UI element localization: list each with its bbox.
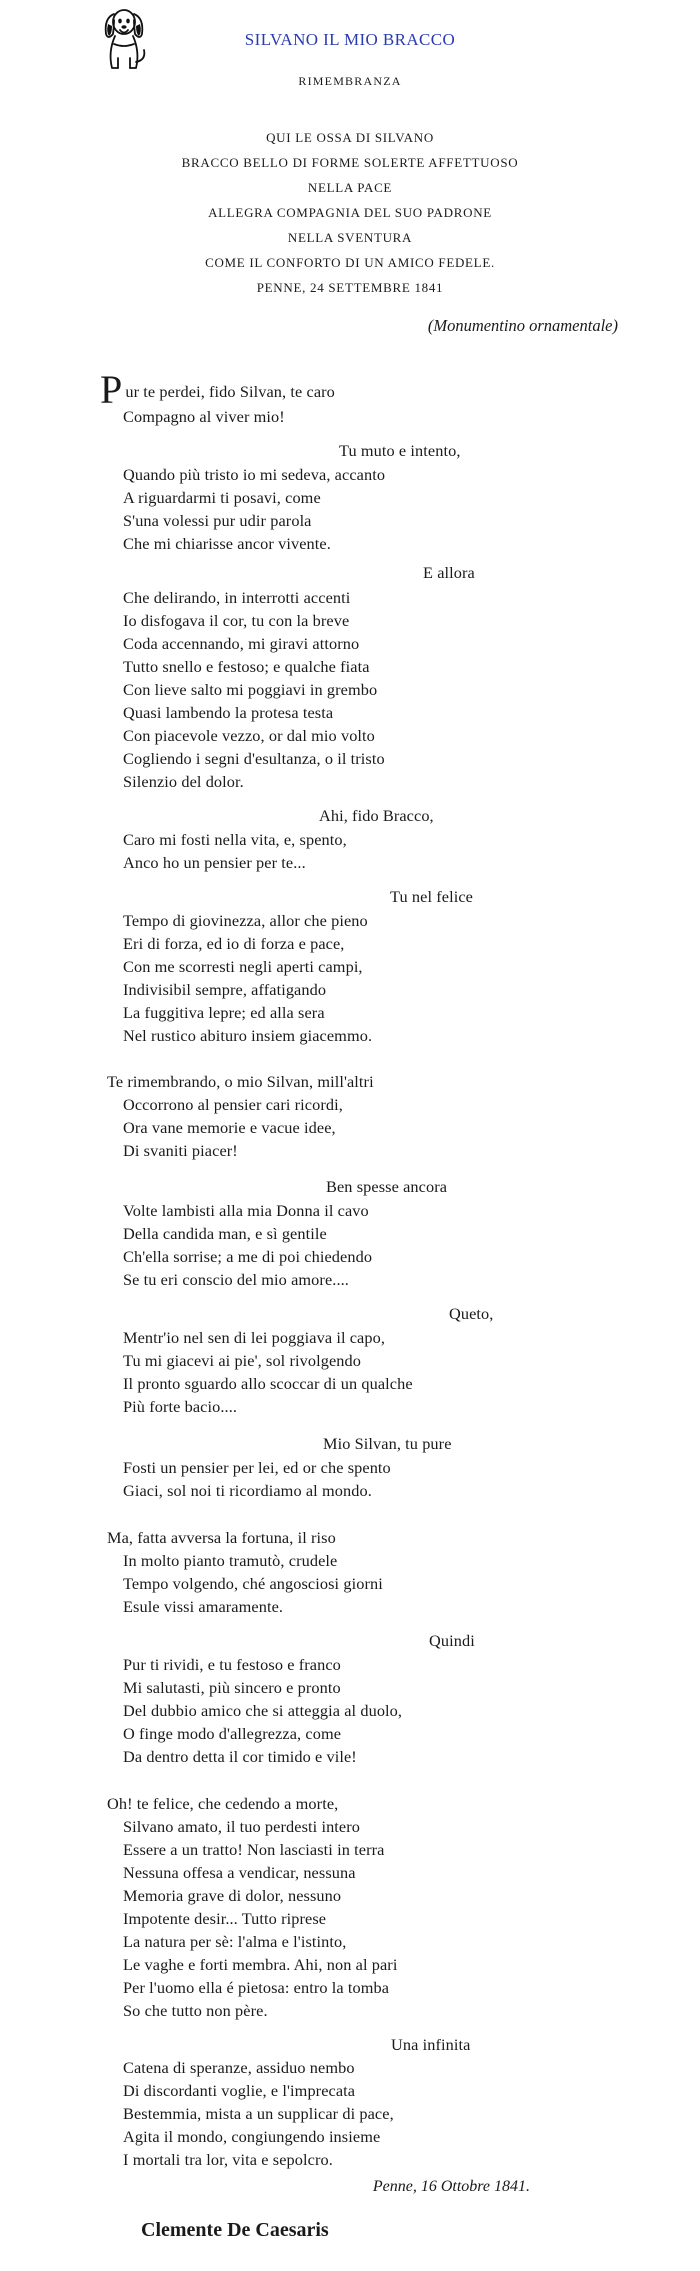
poem-line: Tempo di giovinezza, allor che pieno xyxy=(123,911,368,930)
poem-line: Il pronto sguardo allo scoccar di un qualche xyxy=(123,1374,413,1393)
poem-line: Silvano amato, il tuo perdesti intero xyxy=(123,1817,361,1836)
poem-line: Eri di forza, ed io di forza e pace, xyxy=(123,934,345,953)
poem-line: Con piacevole vezzo, or dal mio volto xyxy=(123,726,375,745)
poem-line: Nel rustico abituro insiem giacemmo. xyxy=(123,1026,373,1045)
poem-line: I mortali tra lor, vita e sepolcro. xyxy=(123,2150,333,2169)
poem-line: Ahi, fido Bracco, xyxy=(319,806,434,825)
poem-line: Tutto snello e festoso; e qualche fiata xyxy=(123,657,370,676)
poem-line-text: ur te perdei, fido Silvan, te caro xyxy=(125,382,335,401)
poem-line: Più forte bacio.... xyxy=(123,1397,238,1416)
poem-line: In molto pianto tramutò, crudele xyxy=(123,1551,338,1570)
poem-line: Le vaghe e forti membra. Ahi, non al pari xyxy=(123,1955,398,1974)
poem-line: Quindi xyxy=(429,1631,475,1650)
poem-line: Ora vane memorie e vacue idee, xyxy=(123,1118,336,1137)
poem-line: La natura per sè: l'alma e l'istinto, xyxy=(123,1932,347,1951)
poem-line: Quasi lambendo la protesa testa xyxy=(123,703,334,722)
page-subtitle: RIMEMBRANZA xyxy=(298,74,402,88)
poem-line: Silenzio del dolor. xyxy=(123,772,244,791)
poem-line: A riguardarmi ti posavi, come xyxy=(123,488,321,507)
poem-line: Tu muto e intento, xyxy=(339,441,461,460)
poem-line: E allora xyxy=(423,563,475,582)
poem-line: Fosti un pensier per lei, ed or che spento xyxy=(123,1458,391,1477)
poem-line: Ben spesse ancora xyxy=(326,1177,448,1196)
author-name: Clemente De Caesaris xyxy=(141,2219,329,2241)
epitaph-date: PENNE, 24 SETTEMBRE 1841 xyxy=(256,280,444,295)
poem-line: Con lieve salto mi poggiavi in grembo xyxy=(123,680,378,699)
poem-line: Occorrono al pensier cari ricordi, xyxy=(123,1095,343,1114)
poem-line: Essere a un tratto! Non lasciasti in terra xyxy=(123,1840,385,1859)
poem-line: Tempo volgendo, ché angosciosi giorni xyxy=(123,1574,383,1593)
poem-line: Cogliendo i segni d'esultanza, o il tristo xyxy=(123,749,385,768)
poem-line: Di discordanti voglie, e l'imprecata xyxy=(123,2081,356,2100)
poem-line: Ch'ella sorrise; a me di poi chiedendo xyxy=(123,1247,373,1266)
poem-line: Caro mi fosti nella vita, e, spento, xyxy=(123,830,347,849)
closing-date: Penne, 16 Ottobre 1841. xyxy=(372,2178,530,2195)
poem-line: Oh! te felice, che cedendo a morte, xyxy=(107,1794,339,1813)
poem-line: Nessuna offesa a vendicar, nessuna xyxy=(123,1863,356,1882)
poem-line: Queto, xyxy=(449,1304,494,1323)
poem-line: Giaci, sol noi ti ricordiamo al mondo. xyxy=(123,1481,372,1500)
poem-line: Che delirando, in interrotti accenti xyxy=(123,588,351,607)
poem-line: Indivisibil sempre, affatigando xyxy=(123,980,327,999)
poem-line: Catena di speranze, assiduo nembo xyxy=(123,2058,355,2077)
poem-line: Con me scorresti negli aperti campi, xyxy=(123,957,363,976)
poem-line: Bestemmia, mista a un supplicar di pace, xyxy=(123,2104,394,2123)
poem-line: Mentr'io nel sen di lei poggiava il capo, xyxy=(123,1328,386,1347)
poem-line: Mi salutasti, più sincero e pronto xyxy=(123,1678,341,1697)
poem-line: Agita il mondo, congiungendo insieme xyxy=(123,2127,381,2146)
poem-line: La fuggitiva lepre; ed alla sera xyxy=(123,1003,325,1022)
poem-line: Tu mi giacevi ai pie', sol rivolgendo xyxy=(123,1351,362,1370)
epitaph-line: NELLA SVENTURA xyxy=(287,230,413,245)
poem-line: S'una volessi pur udir parola xyxy=(123,511,312,530)
poem-line: Tu nel felice xyxy=(390,887,473,906)
poem-line: Una infinita xyxy=(391,2035,471,2054)
epitaph-line: NELLA PACE xyxy=(307,180,393,195)
poem-line: Io disfogava il cor, tu con la breve xyxy=(123,611,350,630)
poem-line: Da dentro detta il cor timido e vile! xyxy=(123,1747,357,1766)
poem-line: Quando più tristo io mi sedeva, accanto xyxy=(123,465,386,484)
poem-line: So che tutto non père. xyxy=(123,2001,268,2020)
poem-line: Della candida man, e sì gentile xyxy=(123,1224,327,1243)
poem-line: Volte lambisti alla mia Donna il cavo xyxy=(123,1201,369,1220)
poem-line: Che mi chiarisse ancor vivente. xyxy=(123,534,331,553)
poem-line: Memoria grave di dolor, nessuno xyxy=(123,1886,342,1905)
poem-line: Se tu eri conscio del mio amore.... xyxy=(123,1270,349,1289)
poem-line: Impotente desir... Tutto riprese xyxy=(123,1909,327,1928)
poem-line: Per l'uomo ella é pietosa: entro la tomba xyxy=(123,1978,390,1997)
poem-line: Ma, fatta avversa la fortuna, il riso xyxy=(107,1528,336,1547)
epitaph-line: ALLEGRA COMPAGNIA DEL SUO PADRONE xyxy=(208,205,492,220)
epitaph-line: QUI LE OSSA DI SILVANO xyxy=(266,130,434,145)
epitaph-line: BRACCO BELLO DI FORME SOLERTE AFFETTUOSO xyxy=(181,155,519,170)
poem-line: Te rimembrando, o mio Silvan, mill'altri xyxy=(107,1072,374,1091)
page-title: SILVANO IL MIO BRACCO xyxy=(244,30,456,49)
poem-first-line xyxy=(100,367,335,412)
poem-line: Coda accennando, mi giravi attorno xyxy=(123,634,360,653)
poem-line: Pur ti rividi, e tu festoso e franco xyxy=(123,1655,341,1674)
poem-line: Anco ho un pensier per te... xyxy=(123,853,306,872)
poem-line: Compagno al viver mio! xyxy=(123,407,285,426)
poem-line: Di svaniti piacer! xyxy=(123,1141,238,1160)
poem-line: O finge modo d'allegrezza, come xyxy=(123,1724,342,1743)
poem-line: Mio Silvan, tu pure xyxy=(323,1434,452,1453)
monument-caption: (Monumentino ornamentale) xyxy=(427,316,618,335)
poem-line: Del dubbio amico che si atteggia al duolo, xyxy=(123,1701,403,1720)
epitaph-line: COME IL CONFORTO DI UN AMICO FEDELE. xyxy=(205,255,495,270)
poem-line: Esule vissi amaramente. xyxy=(123,1597,284,1616)
drop-cap: P xyxy=(100,367,123,412)
